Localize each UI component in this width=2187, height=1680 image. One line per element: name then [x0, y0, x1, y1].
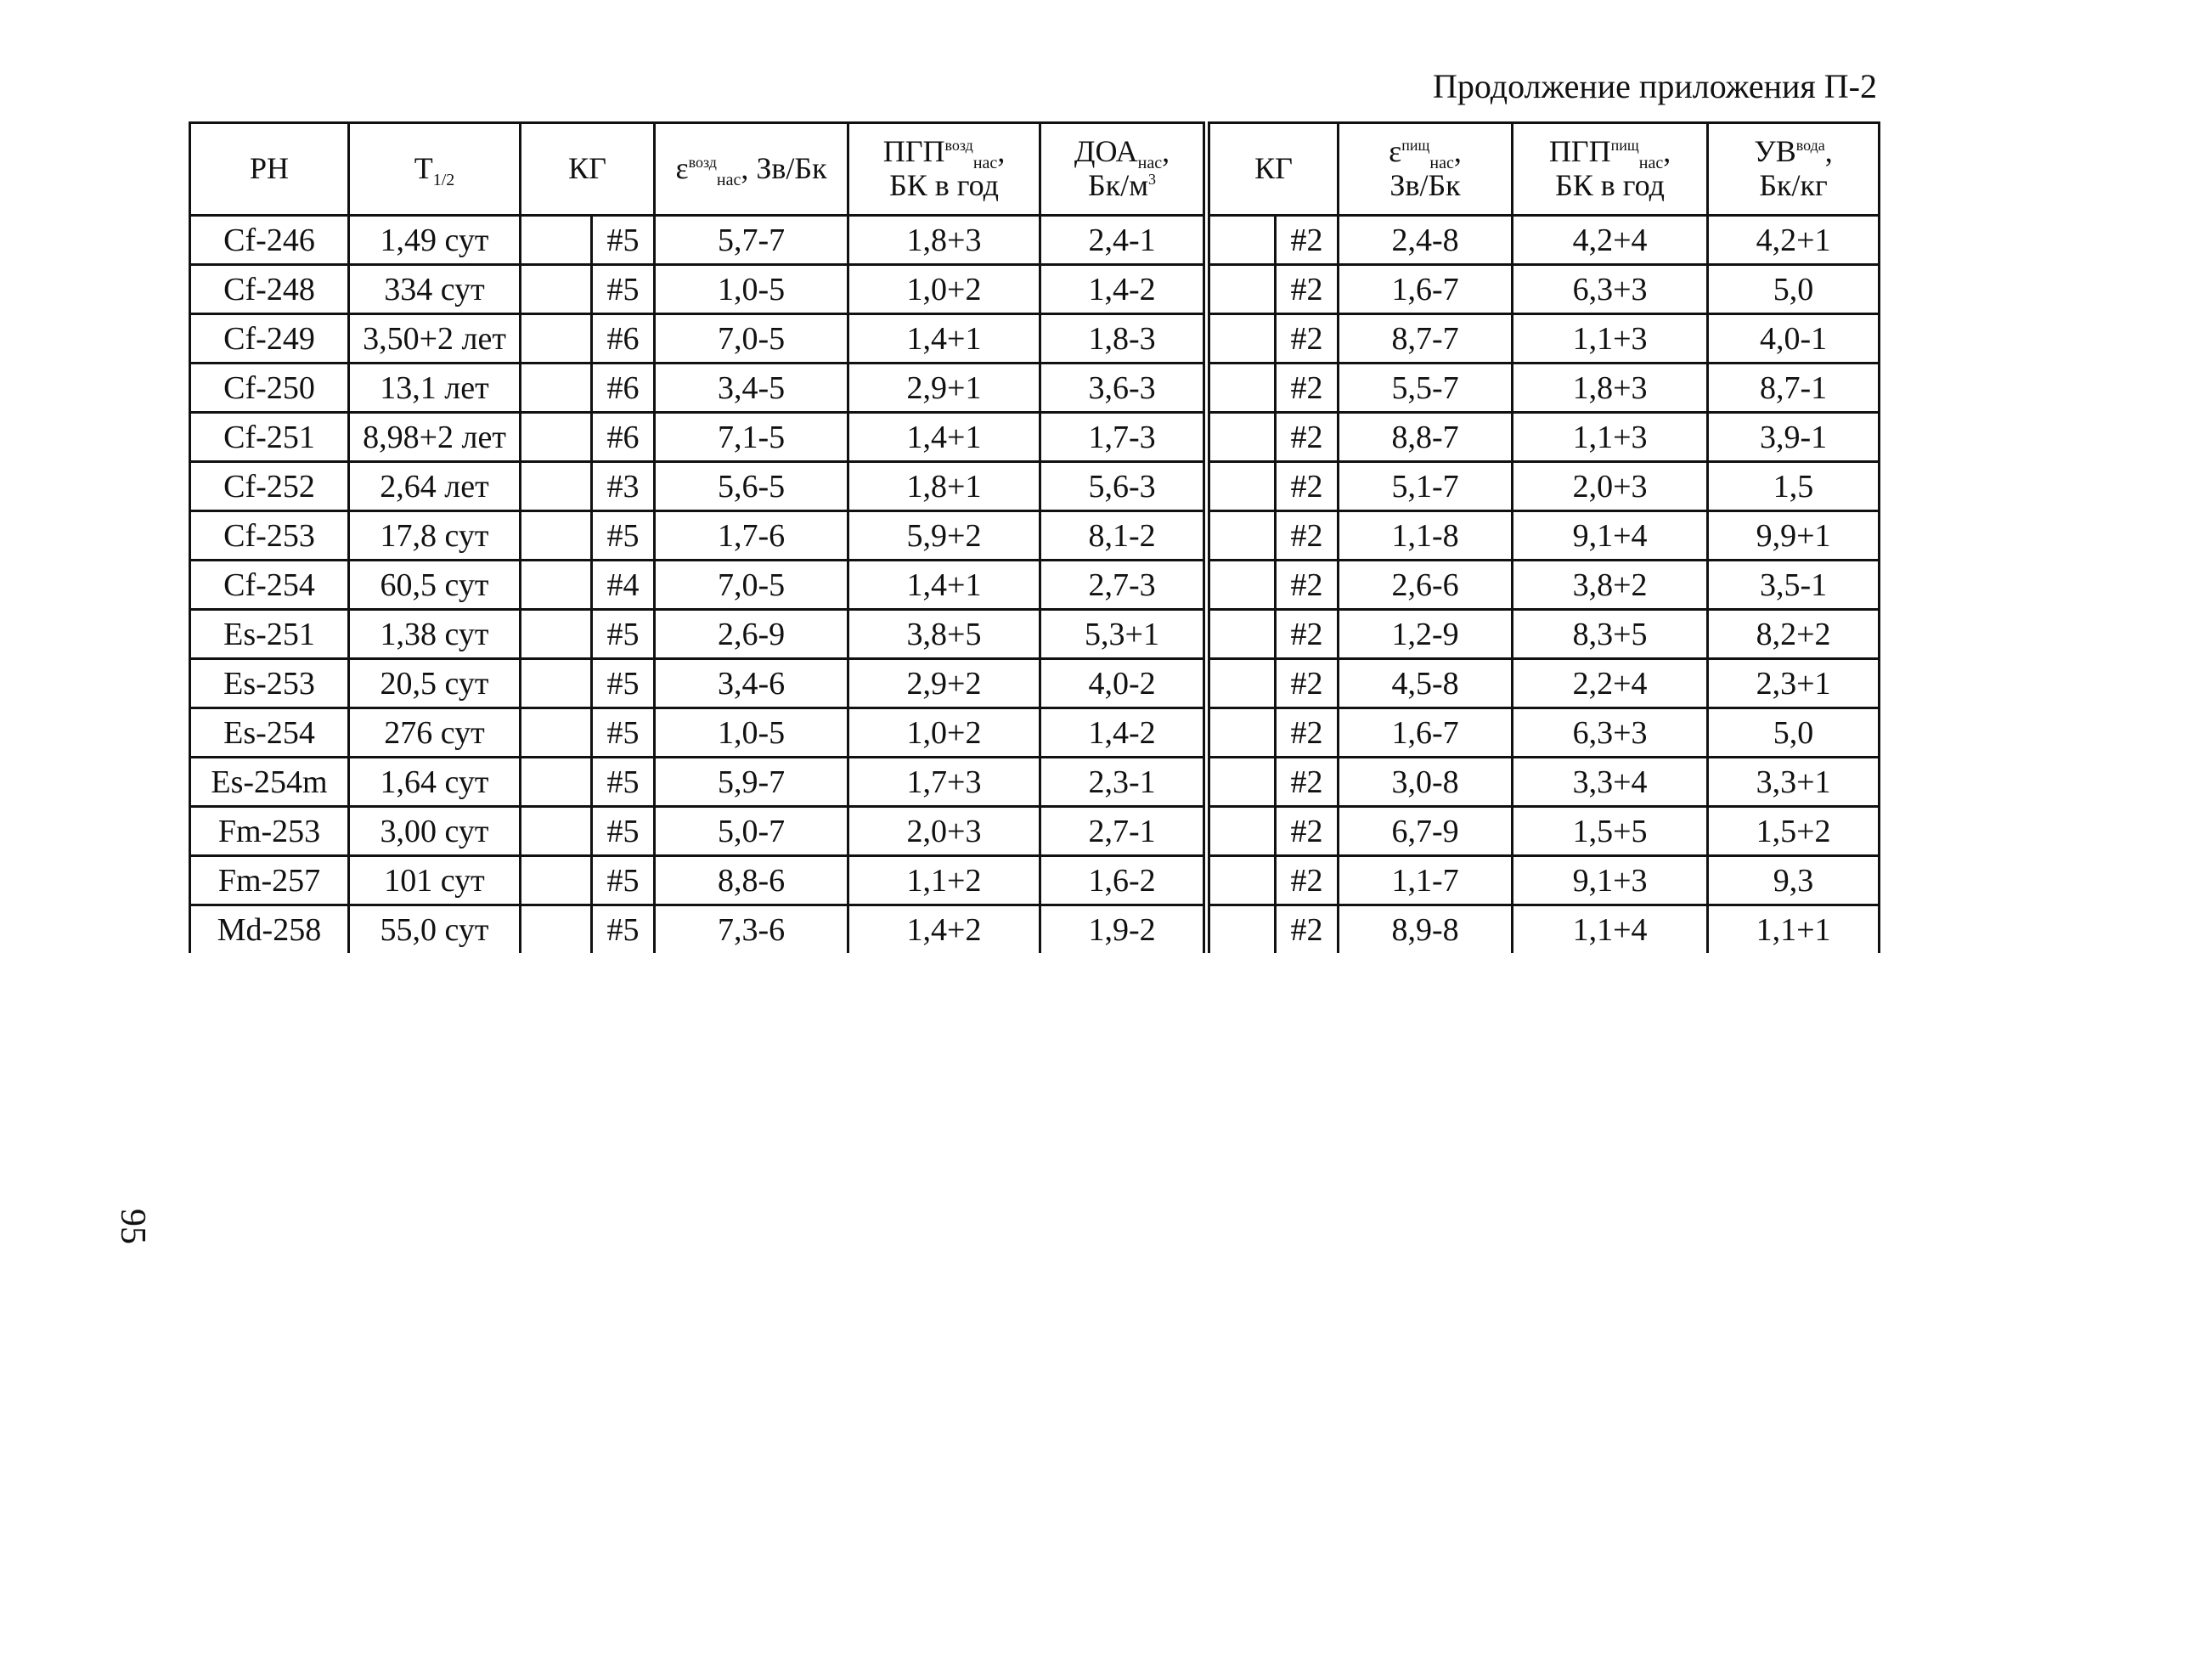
cell-doa: 4,0-2 [1040, 659, 1207, 708]
cell-uv-water: 8,2+2 [1708, 610, 1880, 659]
cell-kg-air: #5 [592, 807, 655, 856]
cell-kg-food: #2 [1276, 610, 1339, 659]
cell-eps-air: 1,0-5 [655, 265, 848, 314]
cell-doa: 8,1-2 [1040, 511, 1207, 561]
cell-kg-food: #2 [1276, 314, 1339, 364]
cell-half-life: 101 сут [349, 856, 521, 905]
cell-uv-water: 3,3+1 [1708, 758, 1880, 807]
cell-eps-air: 1,0-5 [655, 708, 848, 758]
cell-uv-water: 1,5 [1708, 462, 1880, 511]
cell-blank [1207, 265, 1276, 314]
cell-kg-food: #2 [1276, 758, 1339, 807]
cell-blank [521, 610, 592, 659]
table-row [190, 610, 1880, 659]
table-body [190, 216, 1880, 954]
page-heading: Продолжение приложения П-2 [1432, 67, 1877, 105]
table-row [190, 905, 1880, 954]
cell-doa: 2,3-1 [1040, 758, 1207, 807]
table-row [190, 659, 1880, 708]
header-pgp-air: $ПГП^{возд}_{нас}$, БК в год [848, 123, 1040, 216]
cell-rn: Cf-249 [190, 314, 349, 364]
cell-pgp-food: 6,3+3 [1513, 265, 1708, 314]
cell-kg-air: #4 [592, 561, 655, 610]
cell-pgp-air: 5,9+2 [848, 511, 1040, 561]
cell-rn: Cf-252 [190, 462, 349, 511]
cell-pgp-air: 1,0+2 [848, 265, 1040, 314]
cell-kg-air: #5 [592, 708, 655, 758]
table-row [190, 758, 1880, 807]
cell-pgp-air: 1,8+1 [848, 462, 1040, 511]
cell-eps-air: 5,7-7 [655, 216, 848, 265]
cell-doa: 1,4-2 [1040, 265, 1207, 314]
cell-eps-air: 3,4-6 [655, 659, 848, 708]
cell-doa: 5,3+1 [1040, 610, 1207, 659]
cell-rn: Cf-251 [190, 413, 349, 462]
cell-pgp-air: 1,7+3 [848, 758, 1040, 807]
header-rn: РН [190, 123, 349, 216]
cell-eps-food: 4,5-8 [1339, 659, 1513, 708]
table-row [190, 561, 1880, 610]
cell-blank [1207, 758, 1276, 807]
cell-pgp-food: 8,3+5 [1513, 610, 1708, 659]
table-row [190, 807, 1880, 856]
cell-kg-air: #3 [592, 462, 655, 511]
cell-pgp-air: 1,4+2 [848, 905, 1040, 954]
cell-eps-air: 7,1-5 [655, 413, 848, 462]
cell-pgp-food: 9,1+3 [1513, 856, 1708, 905]
cell-uv-water: 9,9+1 [1708, 511, 1880, 561]
header-doa: $ДОА_{нас}$, $Бк/м^3$ [1040, 123, 1207, 216]
header-pgp-food: $ПГП^{пищ}_{нас}$, БК в год [1513, 123, 1708, 216]
cell-doa: 1,4-2 [1040, 708, 1207, 758]
cell-eps-air: 7,0-5 [655, 314, 848, 364]
cell-blank [521, 413, 592, 462]
cell-half-life: 17,8 сут [349, 511, 521, 561]
cell-pgp-food: 1,8+3 [1513, 364, 1708, 413]
cell-blank [1207, 610, 1276, 659]
cell-kg-food: #2 [1276, 364, 1339, 413]
cell-kg-food: #2 [1276, 905, 1339, 954]
cell-blank [1207, 511, 1276, 561]
cell-uv-water: 5,0 [1708, 708, 1880, 758]
cell-blank [1207, 905, 1276, 954]
cell-doa: 1,7-3 [1040, 413, 1207, 462]
table-row [190, 265, 1880, 314]
cell-doa: 1,8-3 [1040, 314, 1207, 364]
cell-pgp-food: 2,0+3 [1513, 462, 1708, 511]
cell-kg-food: #2 [1276, 413, 1339, 462]
cell-eps-food: 1,1-8 [1339, 511, 1513, 561]
cell-blank [521, 511, 592, 561]
cell-blank [521, 265, 592, 314]
table-row [190, 856, 1880, 905]
cell-doa: 3,6-3 [1040, 364, 1207, 413]
cell-blank [1207, 856, 1276, 905]
cell-rn: Md-258 [190, 905, 349, 954]
table-row [190, 314, 1880, 364]
cell-eps-food: 1,6-7 [1339, 708, 1513, 758]
cell-doa: 2,7-1 [1040, 807, 1207, 856]
cell-blank [1207, 708, 1276, 758]
cell-blank [1207, 364, 1276, 413]
cell-half-life: 1,38 сут [349, 610, 521, 659]
cell-blank [1207, 807, 1276, 856]
header-eps-air: $\varepsilon^{возд}_{нас}$, Зв/Бк [655, 123, 848, 216]
cell-eps-food: 8,9-8 [1339, 905, 1513, 954]
cell-pgp-air: 2,0+3 [848, 807, 1040, 856]
cell-uv-water: 9,3 [1708, 856, 1880, 905]
radionuclide-table [189, 121, 1880, 953]
cell-half-life: 55,0 сут [349, 905, 521, 954]
cell-eps-air: 8,8-6 [655, 856, 848, 905]
cell-half-life: 334 сут [349, 265, 521, 314]
cell-kg-air: #5 [592, 905, 655, 954]
header-half-life: $Т_{1/2}$ [349, 123, 521, 216]
cell-blank [521, 659, 592, 708]
cell-rn: Es-254m [190, 758, 349, 807]
cell-blank [1207, 462, 1276, 511]
cell-uv-water: 4,2+1 [1708, 216, 1880, 265]
cell-pgp-air: 1,0+2 [848, 708, 1040, 758]
cell-blank [1207, 561, 1276, 610]
cell-uv-water: 2,3+1 [1708, 659, 1880, 708]
cell-pgp-food: 9,1+4 [1513, 511, 1708, 561]
cell-kg-air: #5 [592, 511, 655, 561]
cell-pgp-food: 6,3+3 [1513, 708, 1708, 758]
cell-pgp-food: 2,2+4 [1513, 659, 1708, 708]
header-kg-food: КГ [1207, 123, 1339, 216]
cell-rn: Es-254 [190, 708, 349, 758]
cell-half-life: 276 сут [349, 708, 521, 758]
table-row [190, 708, 1880, 758]
cell-pgp-air: 1,1+2 [848, 856, 1040, 905]
cell-kg-food: #2 [1276, 216, 1339, 265]
cell-half-life: 2,64 лет [349, 462, 521, 511]
cell-half-life: 20,5 сут [349, 659, 521, 708]
cell-blank [521, 561, 592, 610]
cell-kg-air: #5 [592, 610, 655, 659]
cell-eps-air: 1,7-6 [655, 511, 848, 561]
cell-eps-air: 3,4-5 [655, 364, 848, 413]
cell-rn: Fm-253 [190, 807, 349, 856]
table-row [190, 216, 1880, 265]
cell-pgp-food: 1,1+4 [1513, 905, 1708, 954]
cell-pgp-food: 1,1+3 [1513, 413, 1708, 462]
cell-doa: 1,6-2 [1040, 856, 1207, 905]
cell-eps-food: 8,8-7 [1339, 413, 1513, 462]
cell-blank [1207, 659, 1276, 708]
cell-half-life: 13,1 лет [349, 364, 521, 413]
cell-blank [1207, 314, 1276, 364]
cell-rn: Es-253 [190, 659, 349, 708]
cell-blank [521, 856, 592, 905]
table-row [190, 511, 1880, 561]
cell-eps-food: 1,2-9 [1339, 610, 1513, 659]
cell-pgp-food: 1,5+5 [1513, 807, 1708, 856]
cell-pgp-food: 3,8+2 [1513, 561, 1708, 610]
cell-kg-air: #6 [592, 314, 655, 364]
cell-uv-water: 1,5+2 [1708, 807, 1880, 856]
cell-kg-air: #6 [592, 413, 655, 462]
cell-rn: Cf-254 [190, 561, 349, 610]
cell-blank [521, 807, 592, 856]
cell-doa: 5,6-3 [1040, 462, 1207, 511]
cell-eps-food: 2,4-8 [1339, 216, 1513, 265]
cell-kg-air: #5 [592, 216, 655, 265]
header-eps-food: $\varepsilon^{пищ}_{нас}$, Зв/Бк [1339, 123, 1513, 216]
cell-pgp-air: 1,8+3 [848, 216, 1040, 265]
cell-eps-food: 5,1-7 [1339, 462, 1513, 511]
cell-rn: Cf-253 [190, 511, 349, 561]
cell-eps-food: 5,5-7 [1339, 364, 1513, 413]
cell-half-life: 8,98+2 лет [349, 413, 521, 462]
cell-eps-food: 6,7-9 [1339, 807, 1513, 856]
cell-blank [521, 462, 592, 511]
cell-pgp-food: 4,2+4 [1513, 216, 1708, 265]
cell-rn: Cf-248 [190, 265, 349, 314]
cell-pgp-air: 2,9+2 [848, 659, 1040, 708]
cell-rn: Cf-250 [190, 364, 349, 413]
cell-kg-air: #6 [592, 364, 655, 413]
cell-eps-air: 7,3-6 [655, 905, 848, 954]
cell-half-life: 1,49 сут [349, 216, 521, 265]
cell-eps-air: 2,6-9 [655, 610, 848, 659]
cell-pgp-food: 1,1+3 [1513, 314, 1708, 364]
cell-pgp-air: 1,4+1 [848, 561, 1040, 610]
cell-pgp-air: 1,4+1 [848, 314, 1040, 364]
cell-eps-food: 1,6-7 [1339, 265, 1513, 314]
cell-kg-food: #2 [1276, 462, 1339, 511]
page-number: 95 [113, 1209, 152, 1244]
cell-uv-water: 1,1+1 [1708, 905, 1880, 954]
cell-eps-air: 5,0-7 [655, 807, 848, 856]
cell-half-life: 1,64 сут [349, 758, 521, 807]
cell-kg-air: #5 [592, 758, 655, 807]
cell-uv-water: 4,0-1 [1708, 314, 1880, 364]
cell-pgp-air: 3,8+5 [848, 610, 1040, 659]
cell-blank [521, 216, 592, 265]
cell-eps-air: 5,6-5 [655, 462, 848, 511]
cell-half-life: 3,50+2 лет [349, 314, 521, 364]
cell-rn: Fm-257 [190, 856, 349, 905]
cell-kg-air: #5 [592, 856, 655, 905]
cell-kg-food: #2 [1276, 659, 1339, 708]
table-row [190, 462, 1880, 511]
cell-uv-water: 5,0 [1708, 265, 1880, 314]
cell-kg-food: #2 [1276, 561, 1339, 610]
table-row [190, 413, 1880, 462]
cell-eps-food: 1,1-7 [1339, 856, 1513, 905]
cell-pgp-food: 3,3+4 [1513, 758, 1708, 807]
cell-eps-food: 2,6-6 [1339, 561, 1513, 610]
cell-pgp-air: 1,4+1 [848, 413, 1040, 462]
cell-uv-water: 3,5-1 [1708, 561, 1880, 610]
cell-half-life: 3,00 сут [349, 807, 521, 856]
cell-blank [521, 708, 592, 758]
cell-doa: 1,9-2 [1040, 905, 1207, 954]
table-header-row [190, 123, 1880, 216]
cell-rn: Cf-246 [190, 216, 349, 265]
cell-blank [521, 905, 592, 954]
cell-uv-water: 8,7-1 [1708, 364, 1880, 413]
cell-rn: Es-251 [190, 610, 349, 659]
cell-eps-food: 3,0-8 [1339, 758, 1513, 807]
cell-blank [521, 314, 592, 364]
cell-blank [521, 758, 592, 807]
cell-kg-food: #2 [1276, 265, 1339, 314]
cell-blank [1207, 413, 1276, 462]
cell-eps-food: 8,7-7 [1339, 314, 1513, 364]
cell-eps-air: 5,9-7 [655, 758, 848, 807]
cell-doa: 2,7-3 [1040, 561, 1207, 610]
table-row [190, 364, 1880, 413]
header-kg-air: КГ [521, 123, 655, 216]
cell-kg-food: #2 [1276, 856, 1339, 905]
cell-kg-air: #5 [592, 659, 655, 708]
cell-half-life: 60,5 сут [349, 561, 521, 610]
cell-kg-air: #5 [592, 265, 655, 314]
cell-eps-air: 7,0-5 [655, 561, 848, 610]
cell-kg-food: #2 [1276, 511, 1339, 561]
header-uv-water: $УВ^{вода}$, Бк/кг [1708, 123, 1880, 216]
cell-pgp-air: 2,9+1 [848, 364, 1040, 413]
cell-uv-water: 3,9-1 [1708, 413, 1880, 462]
cell-doa: 2,4-1 [1040, 216, 1207, 265]
cell-blank [1207, 216, 1276, 265]
cell-kg-food: #2 [1276, 708, 1339, 758]
cell-kg-food: #2 [1276, 807, 1339, 856]
cell-blank [521, 364, 592, 413]
